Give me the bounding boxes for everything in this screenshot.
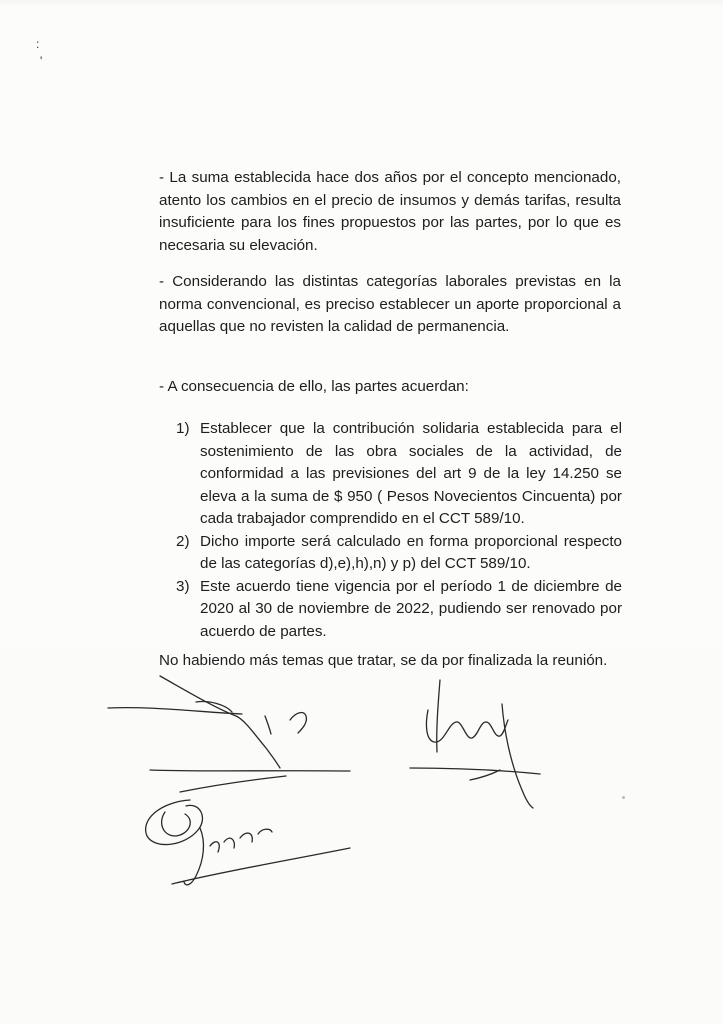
agreement-text: Dicho importe será calculado en forma proporcional respecto de las categorías d),e),h),n) y p) del CCT 589/10.	[200, 532, 622, 572]
agreement-text: Este acuerdo tiene vigencia por el período 1 de diciembre de 2020 al 30 de noviembre de 2022, pudiendo ser renovado por acuerdo de partes.	[200, 577, 622, 640]
paragraph-text: - A consecuencia de ello, las partes acuerdan:	[159, 378, 469, 395]
closing-text: No habiendo más temas que tratar, se da por finalizada la reunión.	[159, 652, 608, 669]
agreement-number: 1)	[176, 420, 190, 437]
signature-left-lower	[146, 800, 350, 885]
signature-right	[410, 680, 540, 808]
agreement-number: 2)	[176, 532, 190, 550]
paragraph-text: - La suma establecida hace dos años por el concepto mencionado, atento los cambios en el precio de insumos y demás tarifas, resulta insuficiente para los fines propuestos por las partes, por lo que es necesaria su elevación.	[159, 169, 621, 254]
agreement-text: Establecer que la contribución solidaria establecida para el sostenimiento de las obra sociales de la actividad, de conformidad a las previsiones del art 9 de la ley 14.250 se eleva a la suma de $ 950 ( Pesos Novecientos Cincuenta) por cada trabajador comprendido en el CCT 589/10.	[200, 420, 622, 527]
margin-mark: '	[40, 54, 43, 68]
paragraph-text: - Considerando las distintas categorías laborales previstas en la norma convencional, es preciso establecer un aporte proporcional a aquellas que no revisten la calidad de permanencia.	[159, 273, 621, 335]
margin-mark: :	[36, 37, 40, 51]
agreement-number: 3)	[176, 577, 190, 595]
signature-left-upper	[108, 676, 350, 792]
paper-speck	[622, 796, 625, 799]
